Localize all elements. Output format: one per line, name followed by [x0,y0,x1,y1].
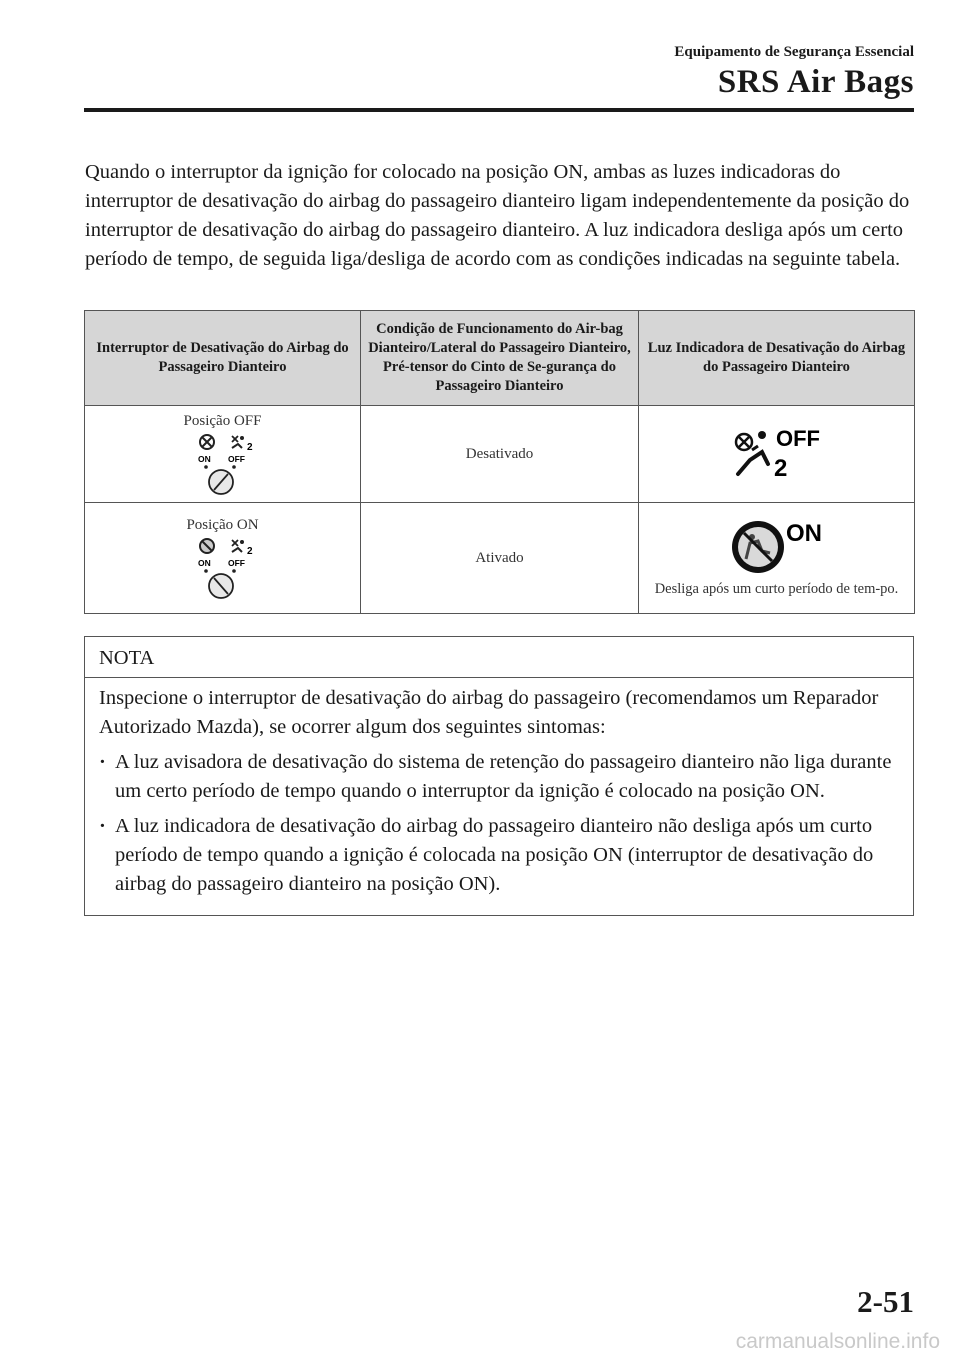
header-title: SRS Air Bags [717,64,914,100]
nota-box [84,636,914,916]
nota-bullet: · A luz avisadora de desativação do sistema de retenção do passageiro dianteiro não liga durante um certo período de tempo quando o interruptor da ignição é colocado na posição ON. [99,748,899,806]
table-row [85,503,915,614]
indicator-cell [639,406,915,503]
intro-paragraph: Quando o interruptor da ignição for colocado na posição ON, ambas as luzes indicadoras do interruptor de desativação do airbag do passageiro dianteiro ligam independentemente da posição do interruptor de desativação do airbag do passageiro dianteiro. A luz indicadora desliga após um certo período de tempo, de seguida liga/desliga de acordo com as condições indicadas na seguinte tabela. [85,161,910,270]
header-switch: Interruptor de Desativação do Airbag do Passageiro Dianteiro [85,311,361,406]
switch-off-position-icon [188,432,258,496]
svg-text:OFF: OFF [775,425,820,451]
table-row [85,406,915,503]
page-number: 2-51 [857,1284,914,1319]
header-condition: Condição de Funcionamento do Air-bag Dianteiro/Lateral do Passageiro Dianteiro, Pré-tensor do Cinto de Se-gurança do Passageiro Dianteiro [361,311,639,406]
indicator-note: Desliga após um curto período de tem-po. [654,581,899,597]
nota-bullet: · A luz indicadora de desativação do airbag do passageiro dianteiro não desliga após um curto período de tempo quando a ignição é colocada na posição ON (interruptor de desativação do airbag do passageiro dianteiro na posição ON). [99,812,899,899]
switch-on-position-icon [188,536,258,600]
switch-cell [85,503,361,614]
switch-cell [85,406,361,503]
airbag-seat-icon [232,540,244,552]
airbag-on-indicator-icon [722,517,832,575]
nota-intro: Inspecione o interruptor de desativação do airbag do passageiro (recomendamos um Reparador Autorizado Mazda), se ocorrer algum dos seguintes sintomas: [99,687,879,738]
svg-text:2: 2 [773,454,787,482]
switch-position-label: Posição ON [186,516,259,533]
svg-text:ON: ON [197,453,211,464]
switch-position-label: Posição OFF [183,412,262,429]
header-section: Equipamento de Segurança Essencial [674,44,914,60]
svg-text:ON: ON [197,557,211,568]
svg-text:OFF: OFF [227,557,245,568]
condition-table [84,310,915,614]
header-rule [84,108,914,112]
airbag-seat-icon [232,436,244,448]
airbag-off-indicator-icon [732,422,822,482]
nota-title: NOTA [85,637,913,678]
nota-body [85,678,913,915]
watermark: carmanualsonline.info [735,1330,940,1353]
table-header-row [85,311,915,406]
condition-cell: Ativado [361,503,639,614]
svg-text:2: 2 [246,441,253,453]
svg-text:OFF: OFF [227,453,245,464]
svg-text:ON: ON [785,520,822,547]
indicator-cell [639,503,915,614]
condition-cell: Desativado [361,406,639,503]
svg-text:2: 2 [246,545,253,557]
header-indicator: Luz Indicadora de Desativação do Airbag do Passageiro Dianteiro [639,311,915,406]
